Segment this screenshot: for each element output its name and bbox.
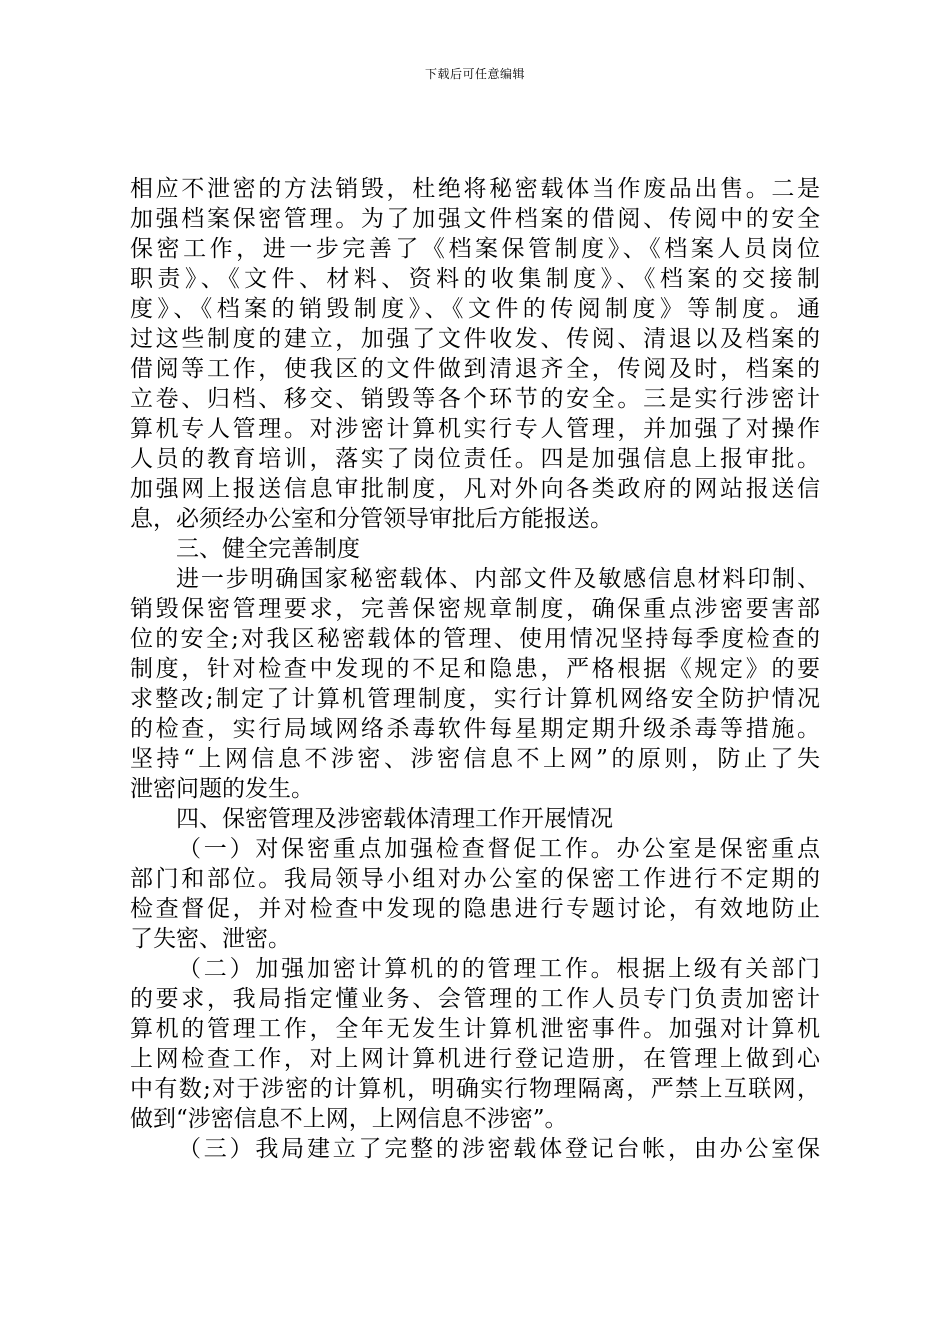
text-line: 做到“涉密信息不上网，上网信息不涉密”。 <box>130 1106 568 1132</box>
text-line: 的要求，我局指定懂业务、会管理的工作人员专门负责加密计 <box>130 986 820 1012</box>
text-line: 求整改;制定了计算机管理制度，实行计算机网络安全防护情况 <box>130 686 820 712</box>
text-line: 了失密、泄密。 <box>130 926 291 952</box>
text-line: 借阅等工作，使我区的文件做到清退齐全，传阅及时，档案的 <box>130 356 820 382</box>
text-line: 坚持“上网信息不涉密、涉密信息不上网”的原则，防止了失 <box>130 746 820 772</box>
text-line: 过这些制度的建立，加强了文件收发、传阅、清退以及档案的 <box>130 326 820 352</box>
text-line: 上网检查工作，对上网计算机进行登记造册，在管理上做到心 <box>130 1046 820 1072</box>
text-line: 部门和部位。我局领导小组对办公室的保密工作进行不定期的 <box>130 866 820 892</box>
text-line: 算机专人管理。对涉密计算机实行专人管理，并加强了对操作 <box>130 416 820 442</box>
text-line: （三）我局建立了完整的涉密载体登记台帐，由办公室保 <box>178 1136 820 1162</box>
text-line: 职责》、《文件、材料、资料的收集制度》、《档案的交接制 <box>130 266 820 292</box>
text-line: 加强档案保密管理。为了加强文件档案的借阅、传阅中的安全 <box>130 206 820 232</box>
text-line: 泄密问题的发生。 <box>130 776 314 802</box>
text-line: 人员的教育培训，落实了岗位责任。四是加强信息上报审批。 <box>130 446 820 472</box>
text-line: （一）对保密重点加强检查督促工作。办公室是保密重点 <box>178 836 820 862</box>
section-heading: 四、保密管理及涉密载体清理工作开展情况 <box>176 806 613 832</box>
text-line: 立卷、归档、移交、销毁等各个环节的安全。三是实行涉密计 <box>130 386 820 412</box>
text-line: 进一步明确国家秘密载体、内部文件及敏感信息材料印制、 <box>176 566 820 592</box>
text-line: 加强网上报送信息审批制度，凡对外向各类政府的网站报送信 <box>130 476 820 502</box>
text-line: 销毁保密管理要求，完善保密规章制度，确保重点涉密要害部 <box>130 596 820 622</box>
text-line: 相应不泄密的方法销毁，杜绝将秘密载体当作废品出售。二是 <box>130 176 820 202</box>
text-line: 的检查，实行局域网络杀毒软件每星期定期升级杀毒等措施。 <box>130 716 820 742</box>
section-heading: 三、健全完善制度 <box>176 536 360 562</box>
text-line: 息，必须经办公室和分管领导审批后方能报送。 <box>130 506 613 532</box>
text-line: 度》、《档案的销毁制度》、《文件的传阅制度》等制度。通 <box>130 296 820 322</box>
text-line: 中有数;对于涉密的计算机，明确实行物理隔离，严禁上互联网， <box>130 1076 820 1102</box>
text-line: 算机的管理工作，全年无发生计算机泄密事件。加强对计算机 <box>130 1016 820 1042</box>
page-header: 下载后可任意编辑 <box>424 67 525 81</box>
text-line: 检查督促，并对检查中发现的隐患进行专题讨论，有效地防止 <box>130 896 820 922</box>
text-line: 位的安全;对我区秘密载体的管理、使用情况坚持每季度检查的 <box>130 626 820 652</box>
document-body <box>130 174 820 1164</box>
text-line: 制度，针对检查中发现的不足和隐患，严格根据《规定》的要 <box>130 656 820 682</box>
text-line: 保密工作，进一步完善了《档案保管制度》、《档案人员岗位 <box>130 236 820 262</box>
text-line: （二）加强加密计算机的的管理工作。根据上级有关部门 <box>178 956 820 982</box>
